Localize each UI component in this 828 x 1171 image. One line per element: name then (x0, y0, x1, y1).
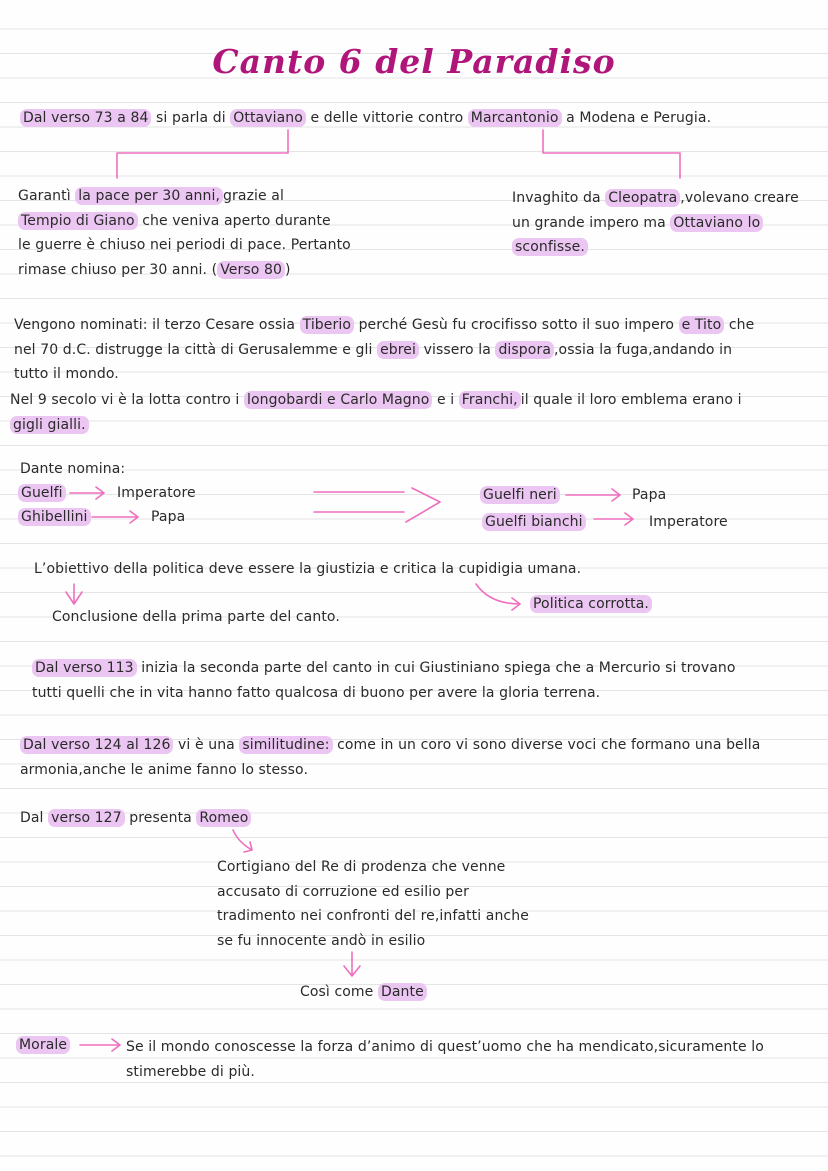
right-note-line: Invaghito da Cleopatra ,volevano creare (512, 190, 799, 206)
tiberio-highlight: Tiberio (300, 316, 354, 334)
cosi-come-dante: Così come Dante (300, 980, 427, 1005)
dispora-highlight: dispora (495, 341, 554, 359)
morale-label: Morale (16, 1033, 70, 1058)
guelfi-bianchi-arrow (594, 513, 633, 525)
similitudine-highlight: similitudine: (239, 736, 332, 754)
verso-113-highlight: Dal verso 113 (32, 659, 137, 677)
dante-heading: Dante nomina: (20, 461, 126, 477)
imperatore-label: Imperatore (117, 485, 196, 501)
romeo-arrow (233, 830, 252, 852)
romeo-highlight: Romeo (196, 809, 251, 827)
dante-highlight: Dante (378, 983, 427, 1001)
intro-text: a Modena e Perugia. (561, 110, 712, 126)
intro-line (20, 106, 711, 131)
paragraph-cesari: Vengono nominati: il terzo Cesare ossia Tiberio perché Gesù fu crocifisso sotto il suo impero e Tito che nel 70 d.C. distrugge la città di Gerusalemme e gli ebrei vissero la dispora ,ossia la fuga,andando in tutto il mondo. (14, 317, 755, 382)
left-note-line: Tempio di Giano che veniva aperto durante (18, 209, 351, 234)
right-note-line: un grande impero ma Ottaviano lo (512, 211, 799, 236)
morale-arrow (80, 1039, 120, 1051)
verse-range-highlight: Dal verso 73 a 84 (20, 109, 151, 127)
marcantonio-highlight: Marcantonio (468, 109, 562, 127)
tito-highlight: e Tito (679, 316, 725, 334)
left-note (18, 184, 351, 282)
page-title: Canto 6 del Paradiso (212, 42, 616, 81)
imperatore-label-2: Imperatore (649, 514, 728, 530)
ghibellini-label: Ghibellini (18, 505, 91, 530)
romeo-line: Dal verso 127 presenta Romeo (20, 806, 251, 831)
corrotta-arrow (476, 584, 520, 610)
guelfi-neri-label: Guelfi neri (480, 483, 560, 508)
longobardi-highlight: longobardi e Carlo Magno (244, 391, 432, 409)
guelfi-bianchi-label: Guelfi bianchi (482, 510, 586, 535)
left-note-line: le guerre è chiuso nei periodi di pace. Pertanto (18, 237, 351, 253)
right-note-line (512, 235, 799, 260)
ottaviano-highlight-2: Ottaviano lo (670, 214, 763, 232)
gigli-highlight: gigli gialli. (10, 416, 89, 434)
ghibellini-arrow (92, 511, 138, 523)
verso-80-highlight: Verso 80 (217, 261, 285, 279)
paragraph-verso-113: Dal verso 113 inizia la seconda parte del canto in cui Giustiniano spiega che a Mercurio si trovano tutti quelli che in vita hanno fatto qualcosa di buono per avere la gloria terrena. (32, 660, 736, 701)
verso-124-highlight: Dal verso 124 al 126 (20, 736, 173, 754)
politica-statement: L’obiettivo della politica deve essere la giustizia e critica la cupidigia umana. (34, 561, 582, 577)
guelfi-neri-arrow (566, 489, 620, 501)
left-note-line: rimase chiuso per 30 anni. ( Verso 80 ) (18, 261, 291, 278)
tempio-highlight: Tempio di Giano (18, 212, 138, 230)
franchi-highlight: Franchi, (459, 391, 521, 409)
cleopatra-highlight: Cleopatra (605, 189, 680, 207)
morale-text: Se il mondo conoscesse la forza d’animo di quest’uomo che ha mendicato,sicuramente lo stimerebbe di più. (126, 1039, 764, 1080)
guelfi-label: Guelfi (18, 481, 66, 506)
ottaviano-highlight: Ottaviano (230, 109, 306, 127)
politica-corrotta: Politica corrotta. (530, 592, 652, 617)
left-note-line: Garantì la pace per 30 anni, grazie al (18, 188, 284, 204)
sconfisse-highlight: sconfisse. (512, 238, 588, 256)
papa-label: Papa (151, 509, 186, 525)
big-arrow (314, 488, 440, 522)
pace-highlight: la pace per 30 anni, (75, 187, 223, 205)
intro-text: e delle vittorie contro (305, 110, 468, 126)
romeo-description: Cortigiano del Re di prodenza che venne accusato di corruzione ed esilio per tradimento nei confronti del re,infatti anche se fu innocente andò in esilio (217, 859, 529, 949)
dante-arrow (344, 952, 360, 976)
paragraph-longobardi: Nel 9 secolo vi è la lotta contro i longobardi e Carlo Magno e i Franchi, il quale il loro emblema erano i gigli gialli. (10, 392, 742, 433)
right-note (512, 186, 799, 260)
papa-label-2: Papa (632, 487, 667, 503)
ottaviano-connector (117, 130, 288, 178)
conclusione-text: Conclusione della prima parte del canto. (52, 609, 340, 625)
intro-text: si parla di (151, 110, 231, 126)
paragraph-verso-124: Dal verso 124 al 126 vi è una similitudine: come in un coro vi sono diverse voci che formano una bella armonia,anche le anime fanno lo stesso. (20, 737, 761, 778)
verso-127-highlight: verso 127 (48, 809, 125, 827)
ebrei-highlight: ebrei (377, 341, 419, 359)
conclusione-arrow (66, 584, 82, 604)
guelfi-arrow (70, 487, 104, 499)
marcantonio-connector (543, 130, 680, 178)
